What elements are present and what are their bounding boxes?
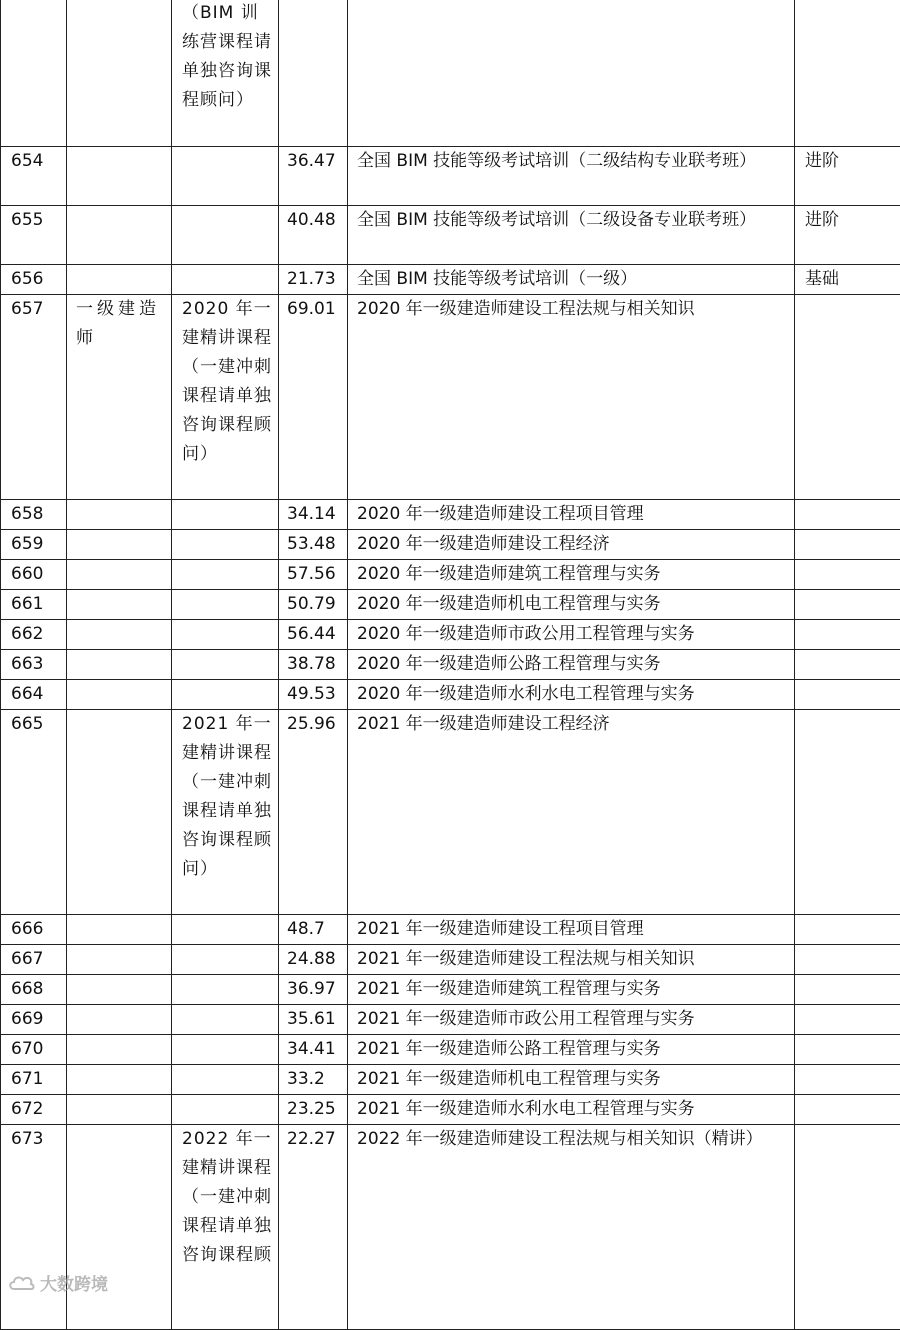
- price-cell: 38.78: [279, 650, 348, 680]
- table-row: [1, 620, 900, 650]
- group-cell: （BIM 训练营课程请单独咨询课程顾问）: [172, 0, 279, 147]
- category-cell: [67, 1065, 172, 1095]
- table-row: [1, 1005, 900, 1035]
- category-cell: [67, 560, 172, 590]
- category-cell: [67, 265, 172, 295]
- course-title-cell: 2020 年一级建造师公路工程管理与实务: [348, 650, 795, 680]
- course-title-cell: 2020 年一级建造师建设工程经济: [348, 530, 795, 560]
- group-cell: 2022 年一建精讲课程（一建冲刺课程请单独咨询课程顾: [172, 1125, 279, 1330]
- row-number: 667: [1, 945, 67, 975]
- table-row: [1, 1095, 900, 1125]
- table-row: [1, 1065, 900, 1095]
- level-cell: [795, 710, 900, 915]
- group-cell: [172, 500, 279, 530]
- cloud-logo-icon: [8, 1273, 36, 1293]
- table-row: [1, 530, 900, 560]
- level-cell: [795, 1065, 900, 1095]
- row-number: 666: [1, 915, 67, 945]
- category-cell: [67, 0, 172, 147]
- price-cell: 40.48: [279, 206, 348, 265]
- category-cell: [67, 1035, 172, 1065]
- table-row: [1, 1035, 900, 1065]
- course-title-cell: 2021 年一级建造师公路工程管理与实务: [348, 1035, 795, 1065]
- row-number: 657: [1, 295, 67, 500]
- level-cell: [795, 975, 900, 1005]
- row-number: 655: [1, 206, 67, 265]
- category-cell: [67, 206, 172, 265]
- course-title-cell: 2021 年一级建造师水利水电工程管理与实务: [348, 1095, 795, 1125]
- category-cell: [67, 147, 172, 206]
- group-cell: [172, 945, 279, 975]
- course-title-cell: 2020 年一级建造师机电工程管理与实务: [348, 590, 795, 620]
- price-cell: 36.97: [279, 975, 348, 1005]
- table-row: [1, 710, 900, 915]
- course-title-cell: 2021 年一级建造师机电工程管理与实务: [348, 1065, 795, 1095]
- group-cell: [172, 1005, 279, 1035]
- level-cell: [795, 530, 900, 560]
- course-title-cell: 2021 年一级建造师市政公用工程管理与实务: [348, 1005, 795, 1035]
- category-cell: 一级建造师: [67, 295, 172, 500]
- group-cell: [172, 265, 279, 295]
- level-cell: [795, 620, 900, 650]
- row-number: 656: [1, 265, 67, 295]
- price-cell: 49.53: [279, 680, 348, 710]
- table-row: [1, 650, 900, 680]
- table-row: [1, 147, 900, 206]
- table-row: [1, 975, 900, 1005]
- level-cell: [795, 590, 900, 620]
- level-cell: [795, 560, 900, 590]
- price-cell: 57.56: [279, 560, 348, 590]
- row-number: 659: [1, 530, 67, 560]
- group-cell: 2020 年一建精讲课程（一建冲刺课程请单独咨询课程顾问）: [172, 295, 279, 500]
- price-cell: 48.7: [279, 915, 348, 945]
- course-title-cell: 2020 年一级建造师水利水电工程管理与实务: [348, 680, 795, 710]
- price-cell: [279, 0, 348, 147]
- level-cell: [795, 295, 900, 500]
- price-cell: 23.25: [279, 1095, 348, 1125]
- table-row: [1, 590, 900, 620]
- group-cell: [172, 206, 279, 265]
- table-row: [1, 1125, 900, 1330]
- category-cell: [67, 530, 172, 560]
- table-row: [1, 295, 900, 500]
- table-row: [1, 0, 900, 147]
- row-number: 658: [1, 500, 67, 530]
- course-title-cell: 全国 BIM 技能等级考试培训（二级设备专业联考班）: [348, 206, 795, 265]
- group-cell: [172, 1095, 279, 1125]
- course-title-cell: 2020 年一级建造师市政公用工程管理与实务: [348, 620, 795, 650]
- course-title-cell: 2020 年一级建造师建筑工程管理与实务: [348, 560, 795, 590]
- table-row: [1, 680, 900, 710]
- course-title-cell: [348, 0, 795, 147]
- level-cell: [795, 915, 900, 945]
- row-number: 654: [1, 147, 67, 206]
- course-title-cell: 2020 年一级建造师建设工程法规与相关知识: [348, 295, 795, 500]
- price-cell: 53.48: [279, 530, 348, 560]
- category-cell: [67, 1125, 172, 1330]
- category-cell: [67, 1005, 172, 1035]
- level-cell: 进阶: [795, 206, 900, 265]
- course-title-cell: 全国 BIM 技能等级考试培训（一级）: [348, 265, 795, 295]
- group-cell: [172, 1065, 279, 1095]
- category-cell: [67, 650, 172, 680]
- row-number: [1, 0, 67, 147]
- course-title-cell: 2021 年一级建造师建设工程项目管理: [348, 915, 795, 945]
- course-title-cell: 2021 年一级建造师建筑工程管理与实务: [348, 975, 795, 1005]
- row-number: 668: [1, 975, 67, 1005]
- group-cell: [172, 147, 279, 206]
- row-number: 660: [1, 560, 67, 590]
- level-cell: [795, 1125, 900, 1330]
- course-title-cell: 2021 年一级建造师建设工程经济: [348, 710, 795, 915]
- table-row: [1, 206, 900, 265]
- category-cell: [67, 500, 172, 530]
- category-cell: [67, 945, 172, 975]
- course-title-cell: 2022 年一级建造师建设工程法规与相关知识（精讲）: [348, 1125, 795, 1330]
- category-cell: [67, 1095, 172, 1125]
- course-title-cell: 全国 BIM 技能等级考试培训（二级结构专业联考班）: [348, 147, 795, 206]
- category-cell: [67, 975, 172, 1005]
- price-cell: 34.14: [279, 500, 348, 530]
- group-cell: [172, 650, 279, 680]
- watermark-text: 大数跨境: [40, 1270, 108, 1295]
- level-cell: [795, 500, 900, 530]
- table-row: [1, 560, 900, 590]
- price-cell: 35.61: [279, 1005, 348, 1035]
- level-cell: 基础: [795, 265, 900, 295]
- category-cell: [67, 915, 172, 945]
- group-cell: [172, 530, 279, 560]
- group-cell: [172, 975, 279, 1005]
- price-cell: 21.73: [279, 265, 348, 295]
- course-title-cell: 2020 年一级建造师建设工程项目管理: [348, 500, 795, 530]
- level-cell: 进阶: [795, 147, 900, 206]
- level-cell: [795, 1035, 900, 1065]
- group-cell: 2021 年一建精讲课程（一建冲刺课程请单独咨询课程顾问）: [172, 710, 279, 915]
- row-number: 672: [1, 1095, 67, 1125]
- group-cell: [172, 915, 279, 945]
- price-cell: 56.44: [279, 620, 348, 650]
- price-cell: 33.2: [279, 1065, 348, 1095]
- level-cell: [795, 1095, 900, 1125]
- table-row: [1, 945, 900, 975]
- level-cell: [795, 1005, 900, 1035]
- price-cell: 69.01: [279, 295, 348, 500]
- watermark: [8, 1270, 108, 1295]
- group-cell: [172, 620, 279, 650]
- level-cell: [795, 945, 900, 975]
- level-cell: [795, 0, 900, 147]
- row-number: 661: [1, 590, 67, 620]
- level-cell: [795, 680, 900, 710]
- level-cell: [795, 650, 900, 680]
- course-title-cell: 2021 年一级建造师建设工程法规与相关知识: [348, 945, 795, 975]
- row-number: 673: [1, 1125, 67, 1330]
- price-cell: 25.96: [279, 710, 348, 915]
- table-row: [1, 915, 900, 945]
- row-number: 670: [1, 1035, 67, 1065]
- table-row: [1, 500, 900, 530]
- table-row: [1, 265, 900, 295]
- row-number: 662: [1, 620, 67, 650]
- category-cell: [67, 710, 172, 915]
- category-cell: [67, 590, 172, 620]
- row-number: 663: [1, 650, 67, 680]
- group-cell: [172, 680, 279, 710]
- price-cell: 22.27: [279, 1125, 348, 1330]
- row-number: 664: [1, 680, 67, 710]
- price-cell: 34.41: [279, 1035, 348, 1065]
- category-cell: [67, 620, 172, 650]
- group-cell: [172, 590, 279, 620]
- price-cell: 24.88: [279, 945, 348, 975]
- category-cell: [67, 680, 172, 710]
- price-cell: 50.79: [279, 590, 348, 620]
- row-number: 669: [1, 1005, 67, 1035]
- group-cell: [172, 1035, 279, 1065]
- group-cell: [172, 560, 279, 590]
- price-cell: 36.47: [279, 147, 348, 206]
- row-number: 665: [1, 710, 67, 915]
- row-number: 671: [1, 1065, 67, 1095]
